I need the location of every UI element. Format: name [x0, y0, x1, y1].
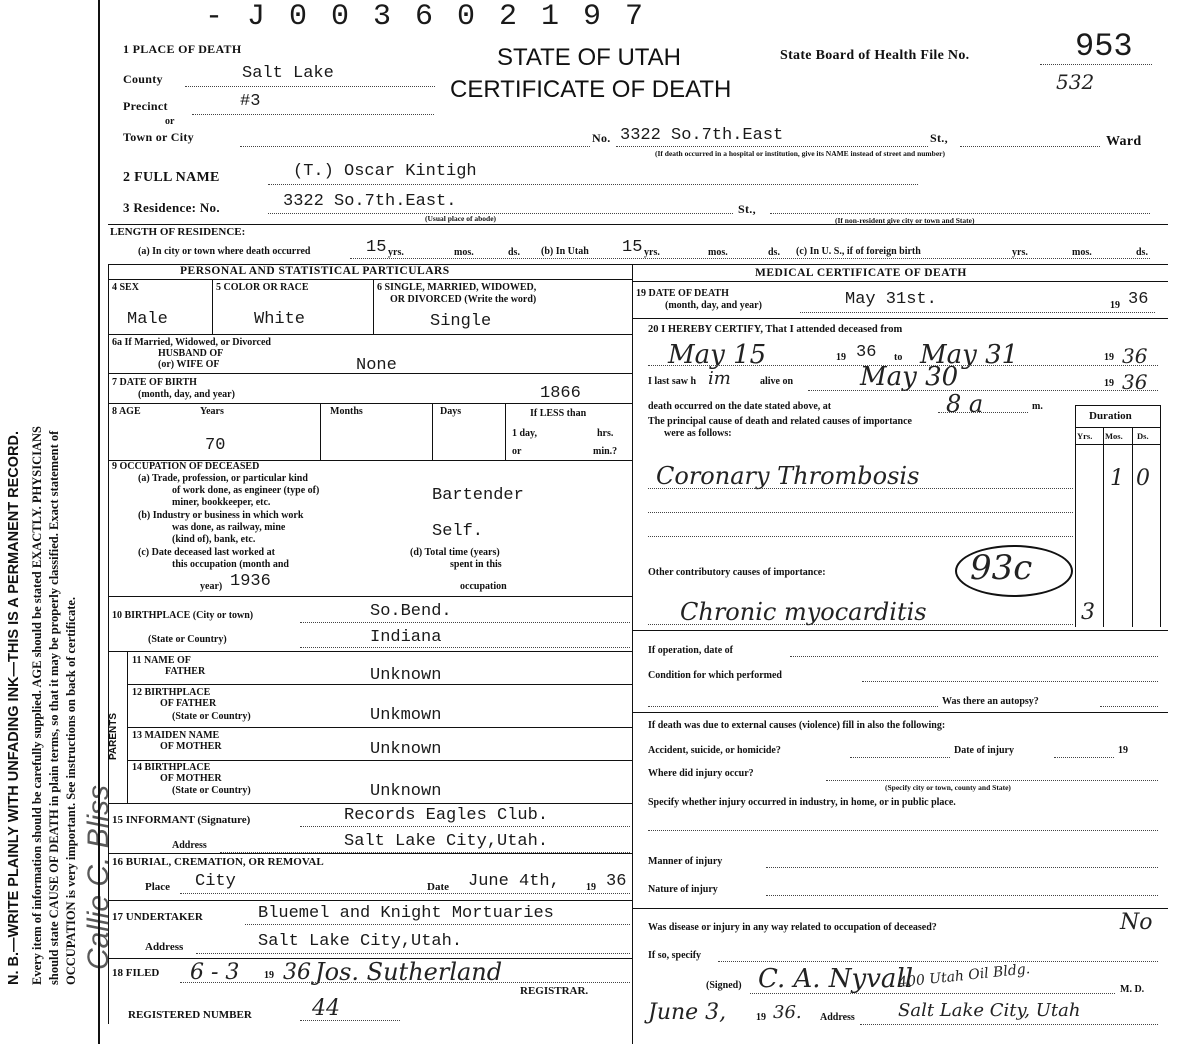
occ-c-2: this occupation (month and	[172, 559, 289, 570]
occ-d-3: occupation	[460, 581, 507, 592]
mother-bp-label-2: OF MOTHER	[160, 773, 222, 784]
undertaker-addr-label: Address	[145, 941, 184, 953]
dob-label-1: 7 DATE OF BIRTH	[112, 377, 197, 388]
dod-year-prefix: 19	[1110, 300, 1120, 311]
to-year: 36	[1122, 344, 1148, 368]
birthplace-state: Indiana	[370, 628, 442, 647]
from-year-prefix: 19	[836, 352, 846, 363]
registrar-label: REGISTRAR.	[520, 985, 589, 997]
filed-date: 6 - 3	[190, 960, 240, 985]
registrar-signature: Jos. Sutherland	[315, 958, 503, 986]
margin-instruction-4: OCCUPATION is very important. See instructions on back of certificate.	[64, 596, 78, 985]
left-border	[98, 0, 100, 1044]
informant-addr-label: Address	[172, 840, 207, 851]
birthplace-label: 10 BIRTHPLACE (City or town)	[112, 610, 254, 621]
occupational-label: Was disease or injury in any way related to occupation of deceased?	[648, 922, 937, 933]
informant-addr: Salt Lake City,Utah.	[344, 832, 549, 851]
burial-date: June 4th,	[468, 872, 560, 891]
last-saw-year: 36	[1122, 370, 1148, 394]
if-so-label: If so, specify	[648, 950, 702, 961]
occurred-time: 8 a	[946, 390, 984, 418]
occ-c-3: year)	[200, 581, 223, 592]
file-secondary: 532	[1056, 70, 1095, 94]
injury-year-prefix: 19	[1118, 745, 1128, 756]
dod-year: 36	[1128, 290, 1149, 309]
length-b-mos: mos.	[708, 247, 728, 258]
filed-year-prefix: 19	[264, 970, 274, 981]
filed-label: 18 FILED	[112, 967, 160, 979]
dob-value: 1866	[540, 384, 581, 403]
rule-length	[108, 224, 1168, 225]
md-label: M. D.	[1120, 984, 1145, 995]
spouse-label-2: HUSBAND OF	[158, 348, 224, 359]
margin-signature: Callie C. Bliss	[82, 784, 115, 970]
length-b-yrs: yrs.	[644, 247, 660, 258]
less-label-4: or	[512, 446, 522, 457]
inner-left-border	[108, 264, 109, 1024]
sex-label: 4 SEX	[112, 282, 139, 293]
father-name: Unknown	[370, 666, 442, 685]
certify-label: 20 I HEREBY CERTIFY, That I attended deceased from	[648, 324, 903, 335]
father-bp: Unkmown	[370, 706, 442, 725]
physician-addr-1: 400 Utah Oil Bldg.	[897, 961, 1031, 991]
mother-bp: Unknown	[370, 782, 442, 801]
occurred-label: death occurred on the date stated above, at	[648, 401, 832, 412]
sig-year-prefix: 19	[756, 1012, 766, 1023]
abode-note: (Usual place of abode)	[425, 214, 497, 223]
age-years-value: 70	[205, 436, 226, 455]
precinct-label: Precinct	[123, 99, 168, 113]
last-saw-year-prefix: 19	[1104, 378, 1114, 389]
contributory-cause: Chronic myocarditis	[680, 598, 927, 626]
occ-d-1: (d) Total time (years)	[410, 547, 500, 558]
length-a-mos: mos.	[454, 247, 474, 258]
length-c-ds: ds.	[1136, 247, 1148, 258]
contributory-label: Other contributory causes of importance:	[648, 567, 826, 578]
occ-c-value: 1936	[230, 572, 271, 591]
years-label: Years	[200, 406, 224, 417]
informant-value: Records Eagles Club.	[344, 806, 549, 825]
external-label: If death was due to external causes (violence) fill in also the following:	[648, 720, 946, 731]
town-label: Town or City	[123, 130, 194, 144]
dod-label-2: (month, day, and year)	[665, 300, 762, 311]
state-title: STATE OF UTAH	[497, 44, 681, 71]
occ-b-2: was done, as railway, mine	[172, 522, 286, 533]
undertaker-addr: Salt Lake City,Utah.	[258, 932, 463, 951]
less-label-1: If LESS than	[530, 408, 587, 419]
principal-cause: Coronary Thrombosis	[656, 462, 920, 490]
father-bp-label-2: OF FATHER	[160, 698, 217, 709]
burial-place: City	[195, 872, 236, 891]
length-a-ds: ds.	[508, 247, 520, 258]
occ-a-3: miner, bookkeeper, etc.	[172, 497, 271, 508]
sig-date: June 3,	[648, 1000, 727, 1025]
length-b-ds: ds.	[768, 247, 780, 258]
or-label: or	[165, 116, 175, 127]
filed-year: 36	[283, 960, 311, 985]
father-name-label-1: 11 NAME OF	[132, 655, 191, 666]
residence-label: 3 Residence: No.	[123, 200, 220, 215]
last-saw-label: I last saw h	[648, 376, 697, 387]
street-value: 3322 So.7th.East	[620, 126, 784, 145]
alive-on-label: alive on	[760, 376, 794, 387]
sex-value: Male	[127, 310, 168, 329]
last-saw-date: May 30	[860, 362, 959, 392]
length-c-label: (c) In U. S., if of foreign birth	[796, 246, 921, 257]
precinct-value: #3	[240, 92, 261, 111]
accident-label: Accident, suicide, or homicide?	[648, 745, 781, 756]
burial-place-label: Place	[145, 881, 171, 893]
code-value: 93c	[970, 548, 1033, 588]
principal-label-2: were as follows:	[664, 428, 732, 439]
length-label: LENGTH OF RESIDENCE:	[110, 226, 246, 238]
specify-label: Specify whether injury occurred in industry, in home, or in public place.	[648, 797, 956, 808]
length-a-yrs: yrs.	[388, 247, 404, 258]
signed-label: (Signed)	[706, 980, 742, 991]
length-c-yrs: yrs.	[1012, 247, 1028, 258]
principal-label-1: The principal cause of death and related causes of importance	[648, 416, 912, 427]
spouse-label-1: 6a If Married, Widowed, or Divorced	[112, 337, 271, 348]
occ-a-2: of work done, as engineer (type of)	[172, 485, 320, 496]
less-label-2: 1 day,	[512, 428, 538, 439]
occ-b-1: (b) Industry or business in which work	[138, 510, 304, 521]
stamp-number: - J 0 0 3 6 0 2 1 9 7	[205, 0, 647, 34]
undertaker-value: Bluemel and Knight Mortuaries	[258, 904, 554, 923]
to-label: to	[894, 352, 903, 363]
street-st-label: St.,	[930, 131, 948, 145]
less-label-5: min.?	[593, 446, 618, 457]
to-year-prefix: 19	[1104, 352, 1114, 363]
length-b-label: (b) In Utah	[541, 246, 589, 257]
dod-label-1: 19 DATE OF DEATH	[636, 288, 729, 299]
burial-label: 16 BURIAL, CREMATION, OR REMOVAL	[112, 856, 324, 868]
full-name-value: (T.) Oscar Kintigh	[293, 162, 477, 181]
age-label: 8 AGE	[112, 406, 141, 417]
length-a-value: 15	[366, 238, 387, 257]
condition-label: Condition for which performed	[648, 670, 782, 681]
mother-name-label-1: 13 MAIDEN NAME	[132, 730, 220, 741]
certificate-title: CERTIFICATE OF DEATH	[450, 76, 732, 103]
duration-ds-label: Ds.	[1137, 431, 1149, 441]
occ-label: 9 OCCUPATION OF DECEASED	[112, 461, 260, 472]
mother-bp-label-1: 14 BIRTHPLACE	[132, 762, 211, 773]
length-b-value: 15	[622, 238, 643, 257]
burial-date-label: Date	[427, 881, 449, 893]
place-heading: 1 PLACE OF DEATH	[123, 42, 242, 56]
physician-addr-2: Salt Lake City, Utah	[898, 1000, 1081, 1021]
file-number: 953	[1075, 28, 1133, 65]
birthplace-state-label: (State or Country)	[148, 634, 227, 645]
attended-from: May 15	[668, 340, 767, 370]
mother-name-label-2: OF MOTHER	[160, 741, 222, 752]
father-bp-label-1: 12 BIRTHPLACE	[132, 687, 211, 698]
personal-heading: PERSONAL AND STATISTICAL PARTICULARS	[180, 265, 450, 277]
birthplace-city: So.Bend.	[370, 602, 452, 621]
where-note: (Specify city or town, county and State)	[885, 783, 1011, 792]
days-label: Days	[440, 406, 462, 417]
dob-label-2: (month, day, and year)	[138, 389, 235, 400]
physician-signature: C. A. Nyvall	[758, 964, 914, 994]
autopsy-label: Was there an autopsy?	[942, 696, 1039, 707]
spouse-value: None	[356, 356, 397, 375]
residence-st-label: St.,	[738, 202, 756, 216]
burial-year: 36	[606, 872, 627, 891]
spouse-label-3: (or) WIFE OF	[158, 359, 220, 370]
contributory-yrs: 3	[1081, 600, 1095, 625]
ward-label: Ward	[1106, 134, 1142, 149]
father-name-label-2: FATHER	[165, 666, 206, 677]
color-label: 5 COLOR OR RACE	[216, 282, 309, 293]
occ-a-1: (a) Trade, profession, or particular kind	[138, 473, 308, 484]
principal-mos: 1	[1110, 466, 1124, 491]
where-label: Where did injury occur?	[648, 768, 754, 779]
occ-c-1: (c) Date deceased last worked at	[138, 547, 275, 558]
marital-label-2: OR DIVORCED (Write the word)	[390, 294, 537, 305]
column-divider	[632, 264, 633, 1044]
full-name-label: 2 FULL NAME	[123, 170, 220, 185]
less-label-3: hrs.	[597, 428, 614, 439]
color-value: White	[254, 310, 306, 329]
nature-label: Nature of injury	[648, 884, 718, 895]
occ-b-value: Self.	[432, 522, 484, 541]
residence-value: 3322 So.7th.East.	[283, 192, 457, 211]
injury-date-label: Date of injury	[954, 745, 1014, 756]
hospital-note: (If death occurred in a hospital or institution, give its NAME instead of street and number)	[655, 149, 946, 158]
duration-label: Duration	[1089, 410, 1132, 422]
regnum-value: 44	[312, 996, 340, 1021]
from-year: 36	[856, 343, 877, 362]
file-label: State Board of Health File No.	[780, 48, 970, 63]
attended-to: May 31	[920, 340, 1019, 370]
street-no-label: No.	[592, 131, 611, 145]
informant-label: 15 INFORMANT (Signature)	[112, 814, 251, 826]
margin-instruction-1: N. B.—WRITE PLAINLY WITH UNFADING INK—THIS IS A PERMANENT RECORD.	[6, 431, 22, 985]
months-label: Months	[330, 406, 363, 417]
length-c-mos: mos.	[1072, 247, 1092, 258]
marital-label-1: 6 SINGLE, MARRIED, WIDOWED,	[377, 282, 537, 293]
medical-heading: MEDICAL CERTIFICATE OF DEATH	[755, 267, 967, 279]
duration-mos-label: Mos.	[1105, 431, 1123, 441]
undertaker-label: 17 UNDERTAKER	[112, 911, 203, 923]
county-value: Salt Lake	[242, 64, 334, 83]
county-label: County	[123, 72, 163, 86]
operation-label: If operation, date of	[648, 645, 733, 656]
occ-a-value: Bartender	[432, 486, 524, 505]
margin-instruction-2: Every item of information should be carefully supplied. AGE should be stated EXACTLY. PHYSICIANS	[30, 426, 44, 985]
regnum-label: REGISTERED NUMBER	[128, 1009, 252, 1021]
burial-year-prefix: 19	[586, 882, 596, 893]
length-a-label: (a) In city or town where death occurred	[138, 246, 311, 257]
father-bp-label-3: (State or Country)	[172, 711, 251, 722]
marital-value: Single	[430, 312, 492, 331]
last-saw-fill: im	[708, 368, 731, 389]
mother-bp-label-3: (State or Country)	[172, 785, 251, 796]
duration-yrs-label: Yrs.	[1077, 431, 1093, 441]
occ-d-2: spent in this	[450, 559, 502, 570]
sig-year: 36.	[773, 1002, 802, 1023]
margin-instruction-3: should state CAUSE OF DEATH in plain terms, so that it may be properly classified. Exact statement of	[47, 430, 61, 985]
mother-name: Unknown	[370, 740, 442, 759]
dod-value: May 31st.	[845, 290, 937, 309]
manner-label: Manner of injury	[648, 856, 723, 867]
parents-label: PARENTS	[108, 712, 119, 760]
physician-address-label: Address	[820, 1012, 855, 1023]
occ-b-3: (kind of), bank, etc.	[172, 534, 256, 545]
principal-ds: 0	[1136, 466, 1150, 491]
m-label: m.	[1032, 401, 1043, 412]
occupational-value: No	[1120, 910, 1153, 935]
nonres-note: (If non-resident give city or town and State)	[835, 216, 975, 225]
